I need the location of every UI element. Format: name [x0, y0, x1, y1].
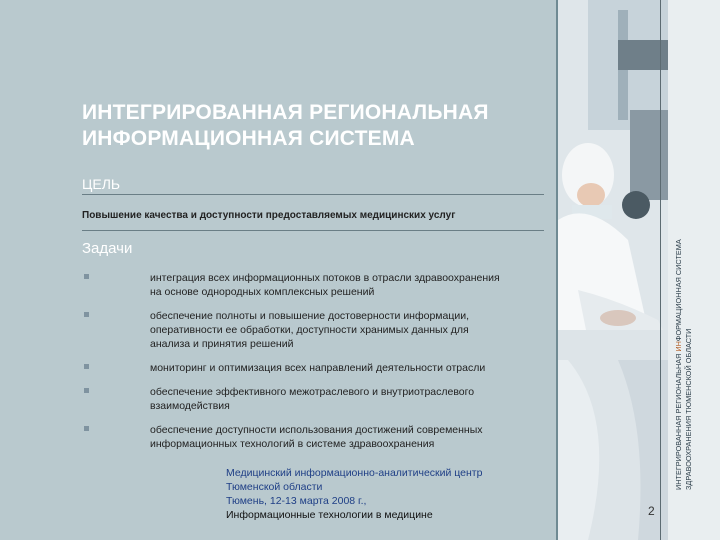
- surgery-illustration-icon: [558, 0, 668, 540]
- task-text-line: взаимодействия: [150, 400, 230, 412]
- tasks-heading: Задачи: [82, 240, 133, 257]
- task-text-line: мониторинг и оптимизация всех направлений деятельности отрасли: [150, 362, 486, 374]
- task-text-line: анализа и принятия решений: [150, 338, 294, 350]
- side-caption: [674, 190, 694, 490]
- task-text-line: интеграция всех информационных потоков в отрасли здравоохранения: [150, 272, 500, 284]
- square-bullet-icon: [84, 364, 89, 369]
- page-number: 2: [648, 504, 655, 518]
- surgery-photo: [558, 0, 668, 540]
- square-bullet-icon: [84, 274, 89, 279]
- task-text-line: обеспечение полноты и повышение достоверности информации,: [150, 310, 470, 322]
- task-text-line: обеспечение доступности использования достижений современных: [150, 424, 483, 436]
- goal-heading: ЦЕЛЬ: [82, 176, 121, 192]
- tasks-divider: [82, 230, 544, 231]
- footer-line: Информационные технологии в медицине: [226, 509, 433, 521]
- square-bullet-icon: [84, 426, 89, 431]
- goal-text: Повышение качества и доступности предоставляемых медицинских услуг: [82, 210, 456, 221]
- footer-credits: [226, 466, 556, 522]
- task-text-line: оперативности ее обработки, доступности хранимых данных для: [150, 324, 469, 336]
- title-line-1: ИНТЕГРИРОВАННАЯ РЕГИОНАЛЬНАЯ: [82, 101, 489, 124]
- sidebar-divider: [660, 0, 661, 540]
- square-bullet-icon: [84, 312, 89, 317]
- task-text-line: информационных технологий в системе здравоохранения: [150, 438, 435, 450]
- side-caption-line-1: ИНТЕГРИРОВАННАЯ РЕГИОНАЛЬНАЯ ИНФОРМАЦИОННАЯ СИСТЕМА: [674, 239, 683, 490]
- task-text-line: на основе однородных комплексных решений: [150, 286, 375, 298]
- task-text-line: обеспечение эффективного межотраслевого и внутриотраслевого: [150, 386, 475, 398]
- footer-line: Медицинский информационно-аналитический центр: [226, 467, 483, 479]
- side-caption-line-2: ЗДРАВООХРАНЕНИЯ ТЮМЕНСКОЙ ОБЛАСТИ: [684, 328, 693, 490]
- goal-divider: [82, 194, 544, 195]
- square-bullet-icon: [84, 388, 89, 393]
- footer-line: Тюменской области: [226, 481, 323, 493]
- page-title: [82, 100, 562, 152]
- title-line-2: ИНФОРМАЦИОННАЯ СИСТЕМА: [82, 127, 415, 150]
- footer-line: Тюмень, 12-13 марта 2008 г.,: [226, 495, 367, 507]
